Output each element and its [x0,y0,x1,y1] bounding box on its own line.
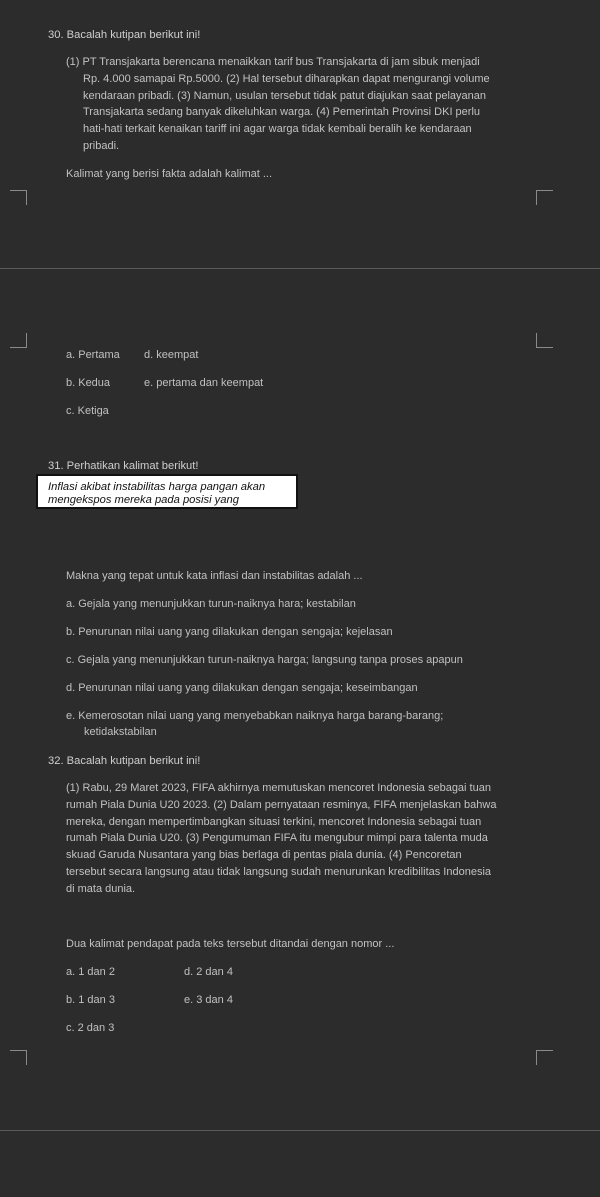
q32-line: di mata dunia. [66,882,136,895]
q32-line: rumah Piala Dunia U20. (3) Pengumuman FIFA itu mengubur mimpi para talenta muda [66,832,488,845]
q31-option-a[interactable]: a. Gejala yang menunjukkan turun-naiknya hara; kestabilan [66,598,356,610]
q31-option-c[interactable]: c. Gejala yang menunjukkan turun-naiknya harga; langsung tanpa proses apapun [66,654,463,666]
q30-line: hati-hati terkait kenaikan tariff ini agar warga tidak kembali beralih ke kendaraan [83,123,472,136]
q30-option-b[interactable]: b. Kedua [66,377,111,389]
q31-quote-line: mengeksp​os mereka pada posisi yang [48,493,239,506]
q31-title: 31. Perhatikan kalimat berikut! [48,460,199,472]
q32-question: Dua kalimat pendapat pada teks tersebut ditandai dengan nomor ... [66,938,395,950]
page-divider [0,268,600,269]
q32-title: 32. Bacalah kutipan berikut ini! [48,755,201,767]
q30-line: kendaraan pribadi. (3) Namun, usulan tersebut tidak patut diajukan saat pelayanan [83,89,486,102]
page-divider [0,1130,600,1131]
page-corner-top-right [536,1050,553,1065]
q32-line: skuad Garuda Nusantara yang bias berlaga di pentas piala dunia. (4) Pencoretan [66,849,462,862]
q30-title: 30. Bacalah kutipan berikut ini! [48,29,201,41]
q32-option-d[interactable]: d. 2 dan 4 [184,966,233,978]
q32-option-e[interactable]: e. 3 dan 4 [184,994,233,1006]
q31-option-e[interactable]: e. Kemerosotan nilai uang yang menyebabkan naiknya harga barang-barang; [66,710,444,722]
q30-line: Rp. 4.000 samapai Rp.5000. (2) Hal tersebut diharapkan dapat mengurangi volume [83,72,490,85]
q31-option-b[interactable]: b. Penurunan nilai uang yang dilakukan dengan sengaja; kejelasan [66,626,393,638]
q30-line: (1) PT Transjakarta berencana menaikkan tarif bus Transjakarta di jam sibuk menjadi [66,56,480,68]
page-corner-bottom-right [536,333,553,348]
q30-option-a[interactable]: a. Pertama [66,349,120,361]
q30-question: Kalimat yang berisi fakta adalah kalimat ... [66,168,273,180]
q32-line: mereka, dengan mempertimbangkan situasi terkini, mencoret Indonesia sebagai tuan [66,815,482,828]
page-corner-top-left [10,1050,27,1065]
q32-passage [66,780,496,898]
q30-line: pribadi. [83,139,120,152]
q32-option-a[interactable]: a. 1 dan 2 [66,966,115,978]
page-corner-top-right [536,190,553,205]
q32-line: rumah Piala Dunia U20 2023. (2) Dalam pernyataan resminya, FIFA menjelaskan bahwa [66,798,497,811]
q32-option-c[interactable]: c. 2 dan 3 [66,1022,115,1034]
q30-line: Transjakarta sedang banyak dikeluhkan warga. (4) Pemerintah Provinsi DKI perlu [83,106,481,119]
q31-option-e-continued: ketidakstabilan [84,726,157,738]
page-corner-top-left [10,190,27,205]
page-corner-bottom-left [10,333,27,348]
q31-question: Makna yang tepat untuk kata inflasi dan instabilitas adalah ... [66,570,363,582]
q31-option-d[interactable]: d. Penurunan nilai uang yang dilakukan dengan sengaja; keseimbangan [66,682,418,694]
q30-option-d[interactable]: d. keempat [144,349,199,361]
q32-line: (1) Rabu, 29 Maret 2023, FIFA akhirnya memutuskan mencoret Indonesia sebagai tuan [66,782,491,794]
q30-option-e[interactable]: e. pertama dan keempat [144,377,264,389]
q30-option-c[interactable]: c. Ketiga [66,405,109,417]
q32-line: tersebut secara langsung atau tidak langsung sudah menurunkan kredibilitas Indonesia [66,865,492,878]
q31-quote-box [36,474,298,509]
q31-quote-line: Inflasi akibat instabilitas harga pangan akan [48,481,266,493]
q32-option-b[interactable]: b. 1 dan 3 [66,994,115,1006]
q30-passage [66,54,490,155]
